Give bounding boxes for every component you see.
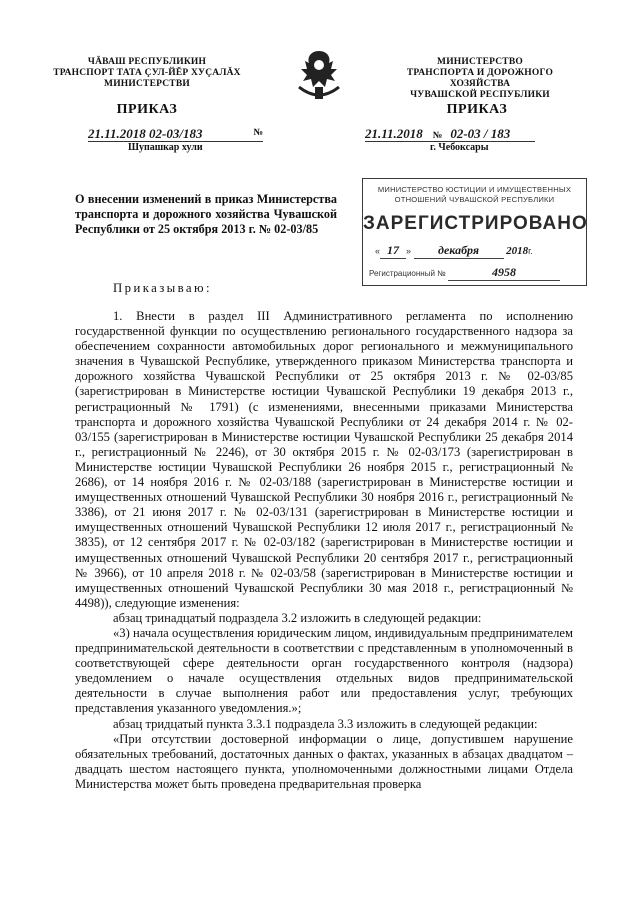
stamp-line-1: МИНИСТЕРСТВО ЮСТИЦИИ И ИМУЩЕСТВЕННЫХ: [377, 185, 572, 194]
stamp-line-2: ОТНОШЕНИЙ ЧУВАШСКОЙ РЕСПУБЛИКИ: [394, 195, 555, 204]
right-city: г. Чебоксары: [430, 142, 489, 153]
left-date-handwritten: 21.11.2018 02-03/183: [88, 126, 203, 141]
right-date-handwritten: 21.11.2018: [365, 126, 423, 141]
left-number-sign: №: [253, 128, 263, 138]
left-city: Шупашкар хули: [128, 142, 203, 153]
stamp-reg-number: 4958: [448, 265, 560, 281]
left-org-line-2: ТРАНСПОРТ ТАТА ÇУЛ-ЙĔР ХУÇАЛĂХ: [53, 68, 241, 78]
right-org-line-2: ТРАНСПОРТА И ДОРОЖНОГО ХОЗЯЙСТВА: [406, 68, 554, 89]
document-body: [75, 309, 573, 792]
stamp-date-quote-close: »: [406, 246, 412, 256]
paragraph-2: абзац тринадцатый подраздела 3.2 изложить в следующей редакции:: [113, 610, 482, 625]
right-org-name: [380, 57, 580, 101]
right-number-sign: №: [432, 131, 443, 141]
stamp-reg-row: [369, 265, 579, 281]
registration-stamp: [362, 178, 587, 286]
stamp-date-year: 2018: [506, 245, 529, 257]
right-number-handwritten: 02-03 / 183: [450, 126, 511, 141]
stamp-date-month: декабря: [414, 243, 504, 259]
paragraph-1: 1. Внести в раздел III Административного регламента по исполнению государственной функции по осуществлению регионального государственного надзора за обеспечением сохранности автомобильных дорог регионального и межмуниципального значения в Чувашской Республике, утвержденного приказом Министерства транспорта и дорожного хозяйства Чувашской Республики от 25 октября 2013 г. № 02-03/85 (зарегистрирован в Министерстве юстиции Чувашской Республики 19 декабря 2013 г., регистрационный № 1791) (с изменениями, внесенными приказами Министерства транспорта и дорожного хозяйства Чувашской Республики от 24 декабря 2014 г. № 02-03/155 (зарегистрирован в Министерстве юстиции Чувашской Республики 25 декабря 2014 г., регистрационный № 2246), от 30 октября 2015 г. № 02-03/173 (зарегистрирован в Министерстве юстиции Чувашской Республики 26 ноября 2015 г., регистрационный № 2686), от 14 ноября 2016 г. № 02-03/188 (зарегистрирован в Министерстве юстиции и имущественных отношений Чувашской Республики 30 ноября 2016 г., регистрационный № 3386), от 21 июня 2017 г. № 02-03/131 (зарегистрирован в Министерстве юстиции и имущественных отношений Чувашской Республики 12 июля 2017 г., регистрационный № 3835), от 12 сентября 2017 г. № 02-03/182 (зарегистрирован в Министерстве юстиции и имущественных отношений Чувашской Республики 20 сентября 2017 г., регистрационный № 3966), от 10 апреля 2018 г. № 02-03/58 (зарегистрирован в Министерстве юстиции и имущественных отношений Чувашской Республики 30 мая 2018 г., регистрационный № 4498)), следующие изменения:: [75, 309, 573, 610]
right-org-line-1: МИНИСТЕРСТВО: [437, 57, 523, 67]
right-org-line-3: ЧУВАШСКОЙ РЕСПУБЛИКИ: [410, 90, 550, 100]
stamp-date-day: 17: [380, 243, 406, 259]
document-title: О внесении изменений в приказ Министерства транспорта и дорожного хозяйства Чувашской Республики от 25 октября 2013 г. № 02-03/85: [75, 192, 337, 236]
left-prikaz-heading: ПРИКАЗ: [116, 102, 178, 117]
left-org-line-3: МИНИСТЕРСТВИ: [104, 79, 190, 89]
stamp-reg-label: Регистрационный №: [369, 269, 446, 278]
left-date-line: [88, 125, 263, 142]
paragraph-4: абзац тридцатый пункта 3.3.1 подраздела 3.3 изложить в следующей редакции:: [113, 716, 538, 731]
left-org-name: [52, 57, 242, 90]
prikazyvayu-heading: Приказываю:: [113, 281, 212, 295]
stamp-date-row: [375, 243, 575, 259]
paragraph-5: «При отсутствии достоверной информации о лице, допустившем нарушение обязательных требований, достаточных данных о фактах, указанных в абзацах двадцатом – двадцать шестом настоящего пункта, уполномоченными должностными лицами Отдела Министерства может быть проведена предварительная проверка: [75, 731, 573, 791]
stamp-date-suffix: г.: [528, 246, 533, 256]
stamp-status: ЗАРЕГИСТРИРОВАНО: [363, 213, 588, 234]
stamp-date-quote-open: «: [375, 246, 381, 256]
right-date-line: [365, 125, 535, 142]
paragraph-3: «3) начала осуществления юридическим лицом, индивидуальным предпринимателем предпринимательской деятельности в соответствии с представленным в уполномоченный в соответствующей сфере деятельности орган государственного контроля (надзора) уведомлением о начале осуществления отдельных видов предпринимательской деятельности в случае выполнения работ или предоставления услуг, требующих представления указанного уведомления.»;: [75, 625, 573, 716]
coat-of-arms-emblem: [291, 47, 347, 103]
left-org-line-1: ЧĂВАШ РЕСПУБЛИКИН: [87, 57, 207, 67]
right-prikaz-heading: ПРИКАЗ: [446, 102, 508, 117]
